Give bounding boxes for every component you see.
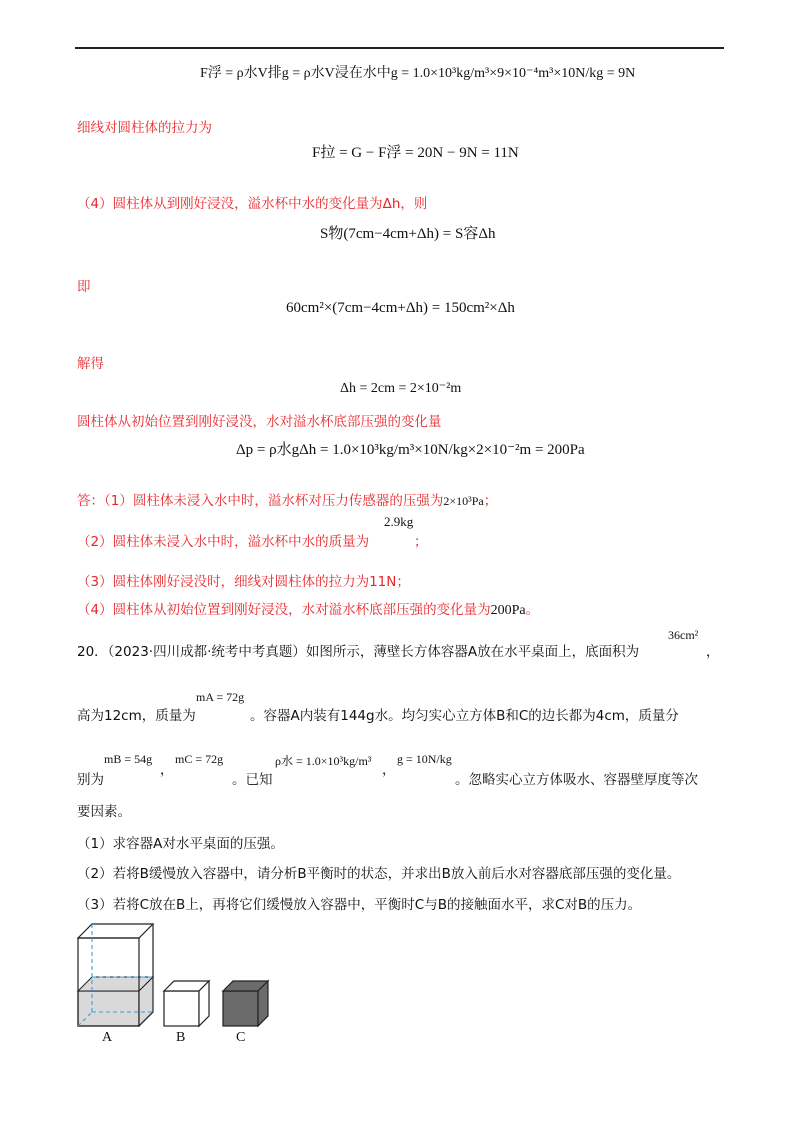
q20-mass-a: mA = 72g [196, 690, 245, 704]
answer-2-end: ； [414, 534, 428, 550]
q20-line2-end: 。容器A内装有144g水。均匀实心立方体B和C的边长都为4cm，质量分 [250, 708, 679, 724]
answer-3: （3）圆柱体刚好浸没时，细线对圆柱体的拉力为11N； [77, 574, 410, 590]
answer-1-value: 2×10³Pa [443, 494, 484, 508]
pressure-change-label: 圆柱体从初始位置到刚好浸没，水对溢水杯底部压强的变化量 [77, 414, 442, 430]
q20-line3-end: 。忽略实心立方体吸水、容器壁厚度等次 [455, 772, 698, 788]
water-front [78, 991, 139, 1026]
ji-label: 即 [77, 279, 91, 295]
answer-2-text: （2）圆柱体未浸入水中时，溢水杯中水的质量为 [77, 534, 370, 550]
answer-4-end: 。 [525, 602, 540, 618]
answer-1-text: 答：（1）圆柱体未浸入水中时，溢水杯对压力传感器的压强为 [77, 493, 444, 509]
answer-1-end: ； [483, 493, 498, 509]
q20-sub3: （3）若将C放在B上，再将它们缓慢放入容器中，平衡时C与B的接触面水平，求C对B的压力。 [77, 897, 642, 913]
jiede-label: 解得 [77, 356, 104, 372]
cube-b [164, 981, 209, 1026]
label-c: C [236, 1030, 246, 1045]
q20-mass-b: mB = 54g [104, 752, 153, 766]
container-a [78, 924, 153, 1026]
q20-area: 36cm² [668, 628, 699, 642]
q20-known: 。已知 [232, 772, 273, 788]
q20-line1-start: 20．（2023·四川成都·统考中考真题）如图所示，薄壁长方体容器A放在水平桌面上，底面积为 [77, 644, 640, 660]
answer-4-text: （4）圆柱体从初始位置到刚好浸没，水对溢水杯底部压强的变化量为 [77, 602, 491, 618]
part4-equation-c: Δh = 2cm = 2×10⁻²m [340, 381, 462, 396]
header-rule [75, 47, 724, 49]
part4-equation-a: S物(7cm−4cm+Δh) = S容Δh [320, 226, 496, 242]
label-b: B [176, 1030, 186, 1045]
q20-comma: ， [160, 762, 174, 778]
q20-g: g = 10N/kg [397, 752, 452, 766]
q20-sub1: （1）求容器A对水平桌面的压强。 [77, 836, 284, 852]
tension-equation: F拉 = G − F浮 = 20N − 9N = 11N [312, 145, 519, 161]
buoyancy-equation: F浮 = ρ水V排g = ρ水V浸在水中g = 1.0×10³kg/m³×9×10⁻⁴m³×10N/kg = 9N [200, 66, 636, 81]
q20-comma-2: ， [382, 762, 396, 778]
q20-line4: 要因素。 [77, 804, 131, 820]
part4-equation-b: 60cm²×(7cm−4cm+Δh) = 150cm²×Δh [286, 300, 515, 316]
label-a: A [102, 1030, 113, 1045]
tension-label: 细线对圆柱体的拉力为 [77, 120, 212, 136]
q20-line2-start: 高为12cm，质量为 [77, 708, 196, 724]
answer-4 [77, 598, 539, 619]
cube-c [223, 981, 268, 1026]
part4-equation-d: Δp = ρ水gΔh = 1.0×10³kg/m³×10N/kg×2×10⁻²m = 200Pa [236, 442, 585, 458]
answer-4-value: 200Pa [490, 603, 526, 618]
q20-mass-c: mC = 72g [175, 752, 224, 766]
answer-1 [77, 489, 497, 509]
q20-sub2: （2）若将B缓慢放入容器中，请分析B平衡时的状态，并求出B放入前后水对容器底部压强的变化量。 [77, 866, 681, 882]
q20-rho: ρ水 = 1.0×10³kg/m³ [275, 754, 372, 768]
q20-line1-end: ， [706, 644, 720, 660]
part4-intro: （4）圆柱体从到刚好浸没，溢水杯中水的变化量为Δh，则 [77, 196, 428, 212]
answer-2-value: 2.9kg [384, 514, 414, 529]
q20-line3-start: 别为 [77, 772, 104, 788]
